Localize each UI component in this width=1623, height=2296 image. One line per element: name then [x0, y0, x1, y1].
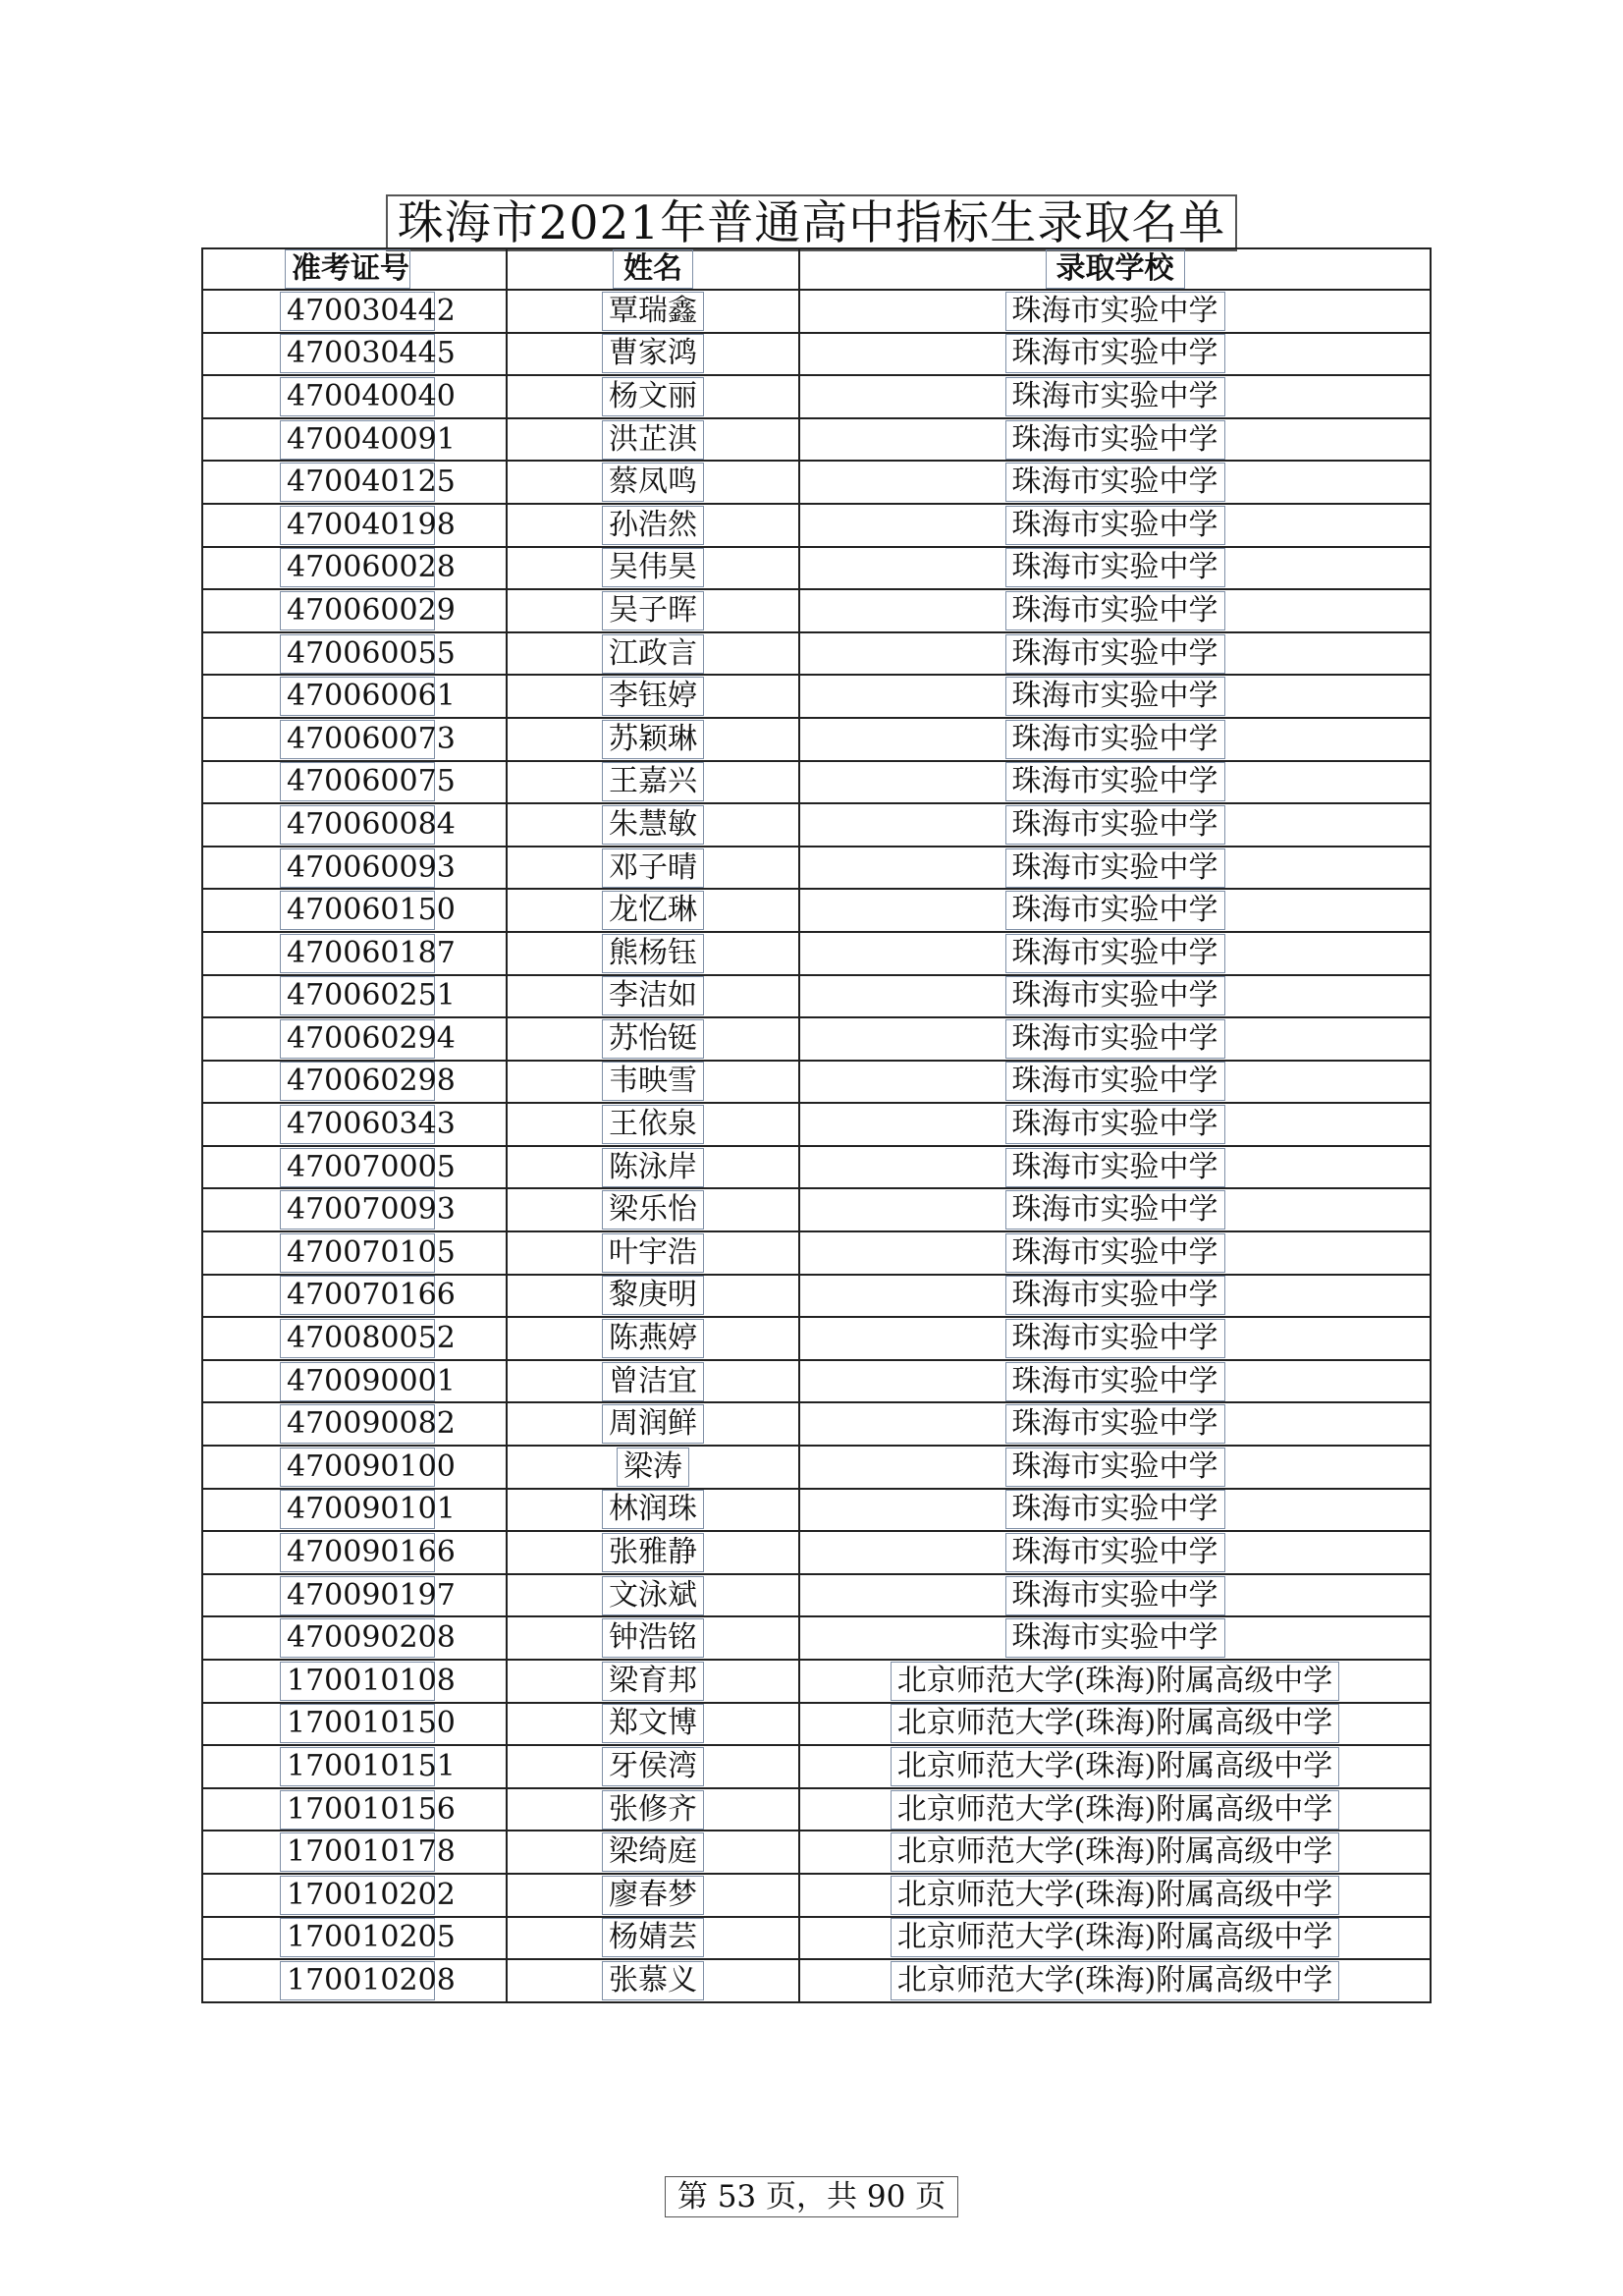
exam-id-cell [202, 1574, 507, 1617]
admitted-school: 北京师范大学(珠海)附属高级中学 [891, 1790, 1339, 1830]
exam-id-cell [202, 1017, 507, 1061]
admitted-school: 珠海市实验中学 [1005, 506, 1225, 545]
student-name: 张修齐 [602, 1790, 704, 1830]
exam-id: 170010205 [280, 1918, 435, 1957]
admitted-school-cell [799, 290, 1431, 333]
admitted-school: 珠海市实验中学 [1005, 1490, 1225, 1529]
student-name-cell [507, 1188, 799, 1231]
student-name-cell [507, 1061, 799, 1104]
student-name: 周润鲜 [602, 1404, 704, 1444]
student-name: 曹家鸿 [602, 334, 704, 373]
table-row [202, 1660, 1431, 1703]
exam-id-cell [202, 1874, 507, 1917]
exam-id-cell [202, 1531, 507, 1574]
admitted-school-cell [799, 504, 1431, 547]
exam-id: 470040198 [280, 506, 435, 545]
student-name: 覃瑞鑫 [602, 292, 704, 331]
column-header-name-label: 姓名 [613, 249, 693, 289]
admitted-school-cell [799, 1531, 1431, 1574]
page-footer [0, 2176, 1623, 2217]
student-name-cell [507, 1531, 799, 1574]
exam-id: 470080052 [280, 1319, 435, 1358]
student-name-cell [507, 1703, 799, 1746]
exam-id-cell [202, 1446, 507, 1489]
admitted-school: 珠海市实验中学 [1005, 1062, 1225, 1101]
table-row [202, 290, 1431, 333]
student-name-cell [507, 1831, 799, 1874]
table-row [202, 461, 1431, 504]
exam-id-cell [202, 1231, 507, 1275]
admitted-school: 珠海市实验中学 [1005, 1362, 1225, 1401]
exam-id: 470090166 [280, 1533, 435, 1572]
column-header-exam-id [202, 248, 507, 290]
exam-id: 470060093 [280, 848, 435, 888]
student-name-cell [507, 1489, 799, 1532]
table-row [202, 889, 1431, 932]
student-name: 李洁如 [602, 976, 704, 1015]
admitted-school: 珠海市实验中学 [1005, 848, 1225, 888]
admitted-school: 珠海市实验中学 [1005, 292, 1225, 331]
exam-id: 470060294 [280, 1019, 435, 1059]
admitted-school: 珠海市实验中学 [1005, 976, 1225, 1015]
table-row [202, 418, 1431, 462]
admitted-school: 珠海市实验中学 [1005, 463, 1225, 502]
student-name-cell [507, 461, 799, 504]
student-name: 叶宇浩 [602, 1233, 704, 1273]
admitted-school: 北京师范大学(珠海)附属高级中学 [891, 1704, 1339, 1743]
student-name-cell [507, 1616, 799, 1660]
admitted-school-cell [799, 1959, 1431, 2002]
table-row [202, 1231, 1431, 1275]
table-row [202, 718, 1431, 761]
admitted-school: 北京师范大学(珠海)附属高级中学 [891, 1662, 1339, 1701]
exam-id: 470060061 [280, 677, 435, 716]
student-name: 邓子晴 [602, 848, 704, 888]
admitted-school: 珠海市实验中学 [1005, 634, 1225, 674]
student-name: 江政言 [602, 634, 704, 674]
admitted-school: 珠海市实验中学 [1005, 1618, 1225, 1658]
exam-id-cell [202, 718, 507, 761]
exam-id-cell [202, 1959, 507, 2002]
exam-id: 470060298 [280, 1062, 435, 1101]
admitted-school: 珠海市实验中学 [1005, 1319, 1225, 1358]
exam-id: 470060150 [280, 891, 435, 930]
exam-id-cell [202, 1703, 507, 1746]
table-row [202, 1017, 1431, 1061]
table-row [202, 1188, 1431, 1231]
exam-id-cell [202, 1275, 507, 1318]
student-name: 王嘉兴 [602, 762, 704, 801]
admitted-school-cell [799, 461, 1431, 504]
table-body [202, 290, 1431, 2002]
student-name-cell [507, 932, 799, 975]
student-name-cell [507, 1103, 799, 1146]
student-name-cell [507, 1146, 799, 1189]
student-name: 孙浩然 [602, 506, 704, 545]
student-name: 梁绮庭 [602, 1832, 704, 1872]
student-name-cell [507, 761, 799, 804]
student-name: 梁涛 [617, 1448, 689, 1487]
admitted-school: 珠海市实验中学 [1005, 1533, 1225, 1572]
admitted-school: 珠海市实验中学 [1005, 720, 1225, 759]
admitted-school: 珠海市实验中学 [1005, 334, 1225, 373]
exam-id-cell [202, 547, 507, 590]
exam-id: 170010150 [280, 1704, 435, 1743]
student-name-cell [507, 718, 799, 761]
admitted-school: 珠海市实验中学 [1005, 891, 1225, 930]
table-row [202, 333, 1431, 376]
exam-id: 470040091 [280, 420, 435, 460]
table-row [202, 504, 1431, 547]
exam-id: 470070166 [280, 1276, 435, 1315]
admitted-school: 北京师范大学(珠海)附属高级中学 [891, 1832, 1339, 1872]
student-name-cell [507, 1317, 799, 1360]
admitted-school: 珠海市实验中学 [1005, 377, 1225, 416]
student-name: 郑文博 [602, 1704, 704, 1743]
exam-id-cell [202, 1146, 507, 1189]
admitted-school-cell [799, 1489, 1431, 1532]
admitted-school-cell [799, 632, 1431, 676]
student-name-cell [507, 975, 799, 1018]
admitted-school-cell [799, 1660, 1431, 1703]
student-name-cell [507, 333, 799, 376]
table-row [202, 1317, 1431, 1360]
table-row [202, 1874, 1431, 1917]
exam-id: 470060187 [280, 934, 435, 973]
admitted-school-cell [799, 847, 1431, 890]
exam-id-cell [202, 1745, 507, 1788]
admitted-school: 珠海市实验中学 [1005, 1105, 1225, 1144]
table-row [202, 1616, 1431, 1660]
admitted-school-cell [799, 1360, 1431, 1403]
table-row [202, 1917, 1431, 1960]
exam-id-cell [202, 975, 507, 1018]
student-name-cell [507, 589, 799, 632]
exam-id: 470060073 [280, 720, 435, 759]
exam-id: 470090100 [280, 1448, 435, 1487]
student-name-cell [507, 1275, 799, 1318]
admitted-school-cell [799, 333, 1431, 376]
exam-id: 470040040 [280, 377, 435, 416]
admitted-school-cell [799, 1874, 1431, 1917]
student-name-cell [507, 1788, 799, 1831]
student-name: 熊杨钰 [602, 934, 704, 973]
student-name-cell [507, 1745, 799, 1788]
table-row [202, 1275, 1431, 1318]
exam-id: 470060251 [280, 976, 435, 1015]
admitted-school-cell [799, 418, 1431, 462]
student-name-cell [507, 847, 799, 890]
student-name: 钟浩铭 [602, 1618, 704, 1658]
table-row [202, 1531, 1431, 1574]
exam-id: 470070105 [280, 1233, 435, 1273]
exam-id: 470090101 [280, 1490, 435, 1529]
table-row [202, 1402, 1431, 1446]
exam-id-cell [202, 675, 507, 718]
admitted-school-cell [799, 718, 1431, 761]
exam-id-cell [202, 418, 507, 462]
table-row [202, 803, 1431, 847]
table-row [202, 1360, 1431, 1403]
exam-id-cell [202, 1489, 507, 1532]
admitted-school-cell [799, 1317, 1431, 1360]
exam-id: 170010151 [280, 1747, 435, 1786]
student-name: 李钰婷 [602, 677, 704, 716]
exam-id-cell [202, 1188, 507, 1231]
exam-id: 470090208 [280, 1618, 435, 1658]
student-name-cell [507, 1402, 799, 1446]
admitted-school-cell [799, 1616, 1431, 1660]
student-name: 苏颖琳 [602, 720, 704, 759]
student-name-cell [507, 1231, 799, 1275]
admitted-school-cell [799, 1017, 1431, 1061]
admitted-school-cell [799, 547, 1431, 590]
exam-id: 170010178 [280, 1832, 435, 1872]
exam-id: 470030442 [280, 292, 435, 331]
exam-id-cell [202, 889, 507, 932]
student-name-cell [507, 1446, 799, 1489]
exam-id: 470060028 [280, 548, 435, 587]
exam-id: 470030445 [280, 334, 435, 373]
admitted-school-cell [799, 889, 1431, 932]
exam-id-cell [202, 932, 507, 975]
admitted-school-cell [799, 1103, 1431, 1146]
admitted-school: 珠海市实验中学 [1005, 420, 1225, 460]
admitted-school: 珠海市实验中学 [1005, 677, 1225, 716]
column-header-exam-id-label: 准考证号 [285, 249, 410, 289]
title-container [0, 194, 1623, 251]
exam-id-cell [202, 375, 507, 418]
admitted-school-cell [799, 675, 1431, 718]
student-name: 陈泳岸 [602, 1148, 704, 1187]
student-name: 苏怡铤 [602, 1019, 704, 1059]
student-name: 王依泉 [602, 1105, 704, 1144]
admitted-school: 北京师范大学(珠海)附属高级中学 [891, 1918, 1339, 1957]
admitted-school-cell [799, 1061, 1431, 1104]
table-header-row [202, 248, 1431, 290]
admitted-school: 珠海市实验中学 [1005, 548, 1225, 587]
exam-id-cell [202, 589, 507, 632]
admitted-school-cell [799, 1574, 1431, 1617]
student-name: 牙侯湾 [602, 1747, 704, 1786]
table-row [202, 1446, 1431, 1489]
student-name-cell [507, 889, 799, 932]
table-row [202, 1788, 1431, 1831]
exam-id: 470090197 [280, 1576, 435, 1615]
admitted-school: 珠海市实验中学 [1005, 1448, 1225, 1487]
exam-id-cell [202, 1360, 507, 1403]
exam-id: 470090001 [280, 1362, 435, 1401]
admitted-school-cell [799, 932, 1431, 975]
student-name-cell [507, 1917, 799, 1960]
admitted-school: 北京师范大学(珠海)附属高级中学 [891, 1961, 1339, 2000]
exam-id: 170010202 [280, 1876, 435, 1915]
admitted-school-cell [799, 803, 1431, 847]
exam-id-cell [202, 632, 507, 676]
admitted-school-cell [799, 1703, 1431, 1746]
admitted-school: 珠海市实验中学 [1005, 1404, 1225, 1444]
student-name: 朱慧敏 [602, 805, 704, 845]
table-row [202, 375, 1431, 418]
exam-id: 170010208 [280, 1961, 435, 2000]
admitted-school-cell [799, 761, 1431, 804]
student-name: 杨婧芸 [602, 1918, 704, 1957]
admitted-school: 珠海市实验中学 [1005, 934, 1225, 973]
student-name: 张慕义 [602, 1961, 704, 2000]
student-name-cell [507, 504, 799, 547]
admitted-school-cell [799, 1446, 1431, 1489]
admitted-school: 珠海市实验中学 [1005, 1019, 1225, 1059]
exam-id-cell [202, 1616, 507, 1660]
student-name: 龙忆琳 [602, 891, 704, 930]
exam-id-cell [202, 761, 507, 804]
admitted-school-cell [799, 1188, 1431, 1231]
admitted-school: 北京师范大学(珠海)附属高级中学 [891, 1747, 1339, 1786]
table-row [202, 547, 1431, 590]
table-row [202, 675, 1431, 718]
table-row [202, 1146, 1431, 1189]
admitted-school-cell [799, 1831, 1431, 1874]
admitted-school: 珠海市实验中学 [1005, 591, 1225, 630]
student-name: 洪芷淇 [602, 420, 704, 460]
student-name: 林润珠 [602, 1490, 704, 1529]
exam-id-cell [202, 847, 507, 890]
exam-id-cell [202, 1831, 507, 1874]
exam-id-cell [202, 290, 507, 333]
admitted-school-cell [799, 1146, 1431, 1189]
exam-id: 170010108 [280, 1662, 435, 1701]
student-name: 梁育邦 [602, 1662, 704, 1701]
exam-id: 470040125 [280, 463, 435, 502]
admitted-school-cell [799, 375, 1431, 418]
column-header-name [507, 248, 799, 290]
exam-id: 470060055 [280, 634, 435, 674]
table-row [202, 932, 1431, 975]
student-name-cell [507, 1660, 799, 1703]
admitted-school: 珠海市实验中学 [1005, 1276, 1225, 1315]
exam-id: 470090082 [280, 1404, 435, 1444]
exam-id-cell [202, 1103, 507, 1146]
student-name-cell [507, 1574, 799, 1617]
table-row [202, 1489, 1431, 1532]
student-name: 陈燕婷 [602, 1319, 704, 1358]
table-row [202, 1959, 1431, 2002]
student-name: 廖春梦 [602, 1876, 704, 1915]
exam-id-cell [202, 461, 507, 504]
exam-id-cell [202, 1402, 507, 1446]
admitted-school-cell [799, 1231, 1431, 1275]
student-name-cell [507, 375, 799, 418]
admitted-school: 珠海市实验中学 [1005, 1190, 1225, 1230]
table-row [202, 1103, 1431, 1146]
student-name-cell [507, 1360, 799, 1403]
exam-id-cell [202, 504, 507, 547]
exam-id: 170010156 [280, 1790, 435, 1830]
admitted-school-cell [799, 1402, 1431, 1446]
exam-id: 470060343 [280, 1105, 435, 1144]
student-name-cell [507, 290, 799, 333]
column-header-school-label: 录取学校 [1046, 249, 1185, 289]
table-row [202, 1061, 1431, 1104]
admitted-school: 珠海市实验中学 [1005, 805, 1225, 845]
student-name-cell [507, 1017, 799, 1061]
student-name: 蔡凤鸣 [602, 463, 704, 502]
admitted-school: 珠海市实验中学 [1005, 1576, 1225, 1615]
admission-table [201, 247, 1432, 2003]
student-name: 梁乐怡 [602, 1190, 704, 1230]
admitted-school-cell [799, 1275, 1431, 1318]
student-name: 文泳斌 [602, 1576, 704, 1615]
student-name: 曾洁宜 [602, 1362, 704, 1401]
exam-id-cell [202, 1061, 507, 1104]
table-row [202, 1745, 1431, 1788]
student-name-cell [507, 632, 799, 676]
exam-id-cell [202, 333, 507, 376]
table-row [202, 847, 1431, 890]
admitted-school: 珠海市实验中学 [1005, 1233, 1225, 1273]
admitted-school-cell [799, 1788, 1431, 1831]
admitted-school-cell [799, 589, 1431, 632]
exam-id: 470060084 [280, 805, 435, 845]
column-header-school [799, 248, 1431, 290]
student-name: 杨文丽 [602, 377, 704, 416]
exam-id-cell [202, 1788, 507, 1831]
admitted-school: 珠海市实验中学 [1005, 762, 1225, 801]
student-name-cell [507, 675, 799, 718]
page-number: 第 53 页，共 90 页 [665, 2176, 958, 2217]
student-name-cell [507, 418, 799, 462]
student-name-cell [507, 803, 799, 847]
exam-id: 470060029 [280, 591, 435, 630]
exam-id-cell [202, 1660, 507, 1703]
exam-id: 470070005 [280, 1148, 435, 1187]
admitted-school-cell [799, 1745, 1431, 1788]
exam-id-cell [202, 1917, 507, 1960]
student-name-cell [507, 547, 799, 590]
exam-id: 470060075 [280, 762, 435, 801]
student-name-cell [507, 1959, 799, 2002]
exam-id: 470070093 [280, 1190, 435, 1230]
student-name: 韦映雪 [602, 1062, 704, 1101]
student-name-cell [507, 1874, 799, 1917]
admitted-school: 北京师范大学(珠海)附属高级中学 [891, 1876, 1339, 1915]
admitted-school-cell [799, 975, 1431, 1018]
admitted-school-cell [799, 1917, 1431, 1960]
table-row [202, 632, 1431, 676]
page-title: 珠海市2021年普通高中指标生录取名单 [386, 194, 1238, 251]
table-row [202, 975, 1431, 1018]
table-row [202, 1703, 1431, 1746]
table-row [202, 589, 1431, 632]
exam-id-cell [202, 1317, 507, 1360]
table-row [202, 761, 1431, 804]
table-row [202, 1831, 1431, 1874]
table-row [202, 1574, 1431, 1617]
exam-id-cell [202, 803, 507, 847]
admitted-school: 珠海市实验中学 [1005, 1148, 1225, 1187]
student-name: 吴子晖 [602, 591, 704, 630]
student-name: 黎庚明 [602, 1276, 704, 1315]
student-name: 吴伟昊 [602, 548, 704, 587]
student-name: 张雅静 [602, 1533, 704, 1572]
